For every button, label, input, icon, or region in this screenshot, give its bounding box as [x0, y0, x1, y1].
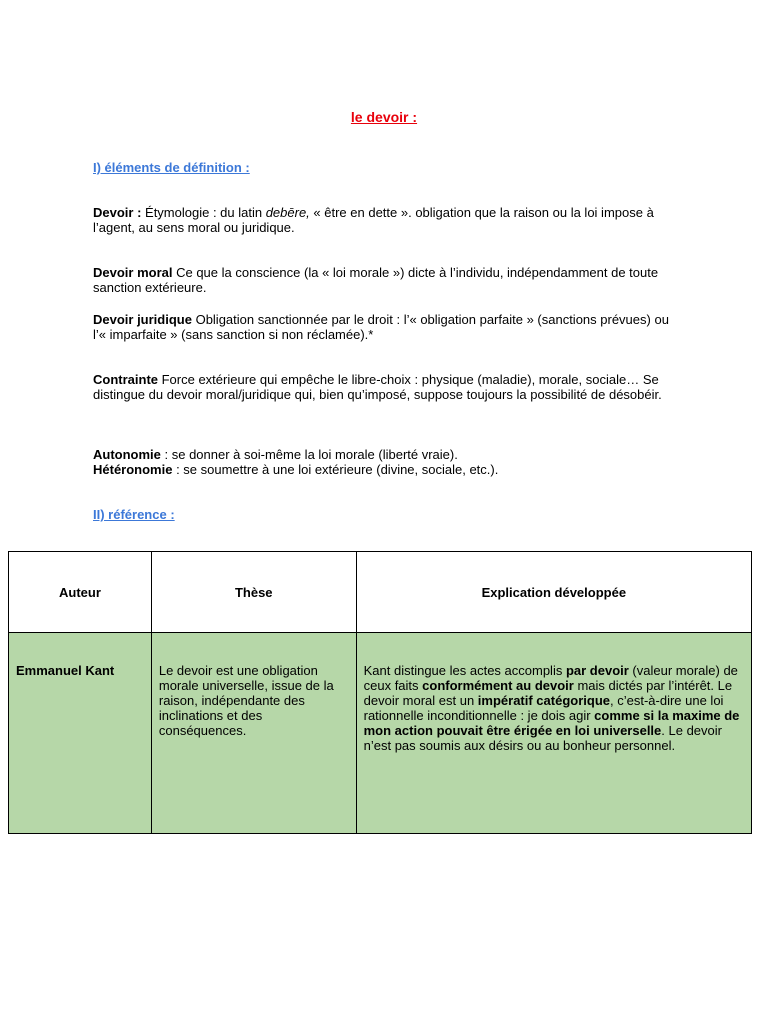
definition-autonomie [93, 447, 683, 477]
section-heading-definitions: I) éléments de définition : [93, 160, 250, 175]
explication-bold: impératif catégorique [477, 693, 610, 708]
explication-text: Kant distingue les actes accomplis [363, 663, 566, 678]
explication-text: (valeur morale) de ceux faits [363, 663, 738, 693]
explication-bold: conformément au devoir [422, 678, 574, 693]
term-devoir-moral: Devoir moral [93, 265, 173, 280]
definition-text: « être en dette ». obligation que la raison ou la loi impose à l’agent, au sens moral ou juridique. [93, 205, 654, 235]
term-devoir-juridique: Devoir juridique [93, 312, 192, 327]
table-row [9, 633, 752, 834]
latin-word: debēre, [265, 205, 310, 220]
definition-text: Obligation sanctionnée par le droit : l’« obligation parfaite » (sanctions prévues) ou l’« imparfaite » (sans sanction si non réclamée).* [93, 312, 669, 342]
cell-these: Le devoir est une obligation morale universelle, issue de la raison, indépendante des inclinations et des conséquences. [151, 633, 356, 834]
definition-text: : se donner à soi-même la loi morale (liberté vraie). [160, 447, 458, 462]
term-devoir: Devoir : [93, 205, 142, 220]
definition-text: : se soumettre à une loi extérieure (divine, sociale, etc.). [172, 462, 499, 477]
definition-contrainte [93, 372, 683, 402]
column-header-these: Thèse [151, 552, 356, 633]
term-contrainte: Contrainte [93, 372, 158, 387]
definition-devoir-juridique [93, 312, 683, 342]
explication-text: , c’est-à-dire une loi rationnelle inconditionnelle : je dois agir [363, 693, 724, 723]
page-title: le devoir : [350, 109, 418, 125]
explication-text: mais dictés par l’intérêt. Le devoir moral est un [363, 678, 733, 708]
definition-text: Force extérieure qui empêche le libre-choix : physique (maladie), morale, sociale… Se distingue du devoir moral/juridique qui, bien qu’imposé, suppose toujours la possibilité de désobéir. [93, 372, 662, 402]
definition-text: Étymologie : du latin [141, 205, 266, 220]
term-heteronomie: Hétéronomie [93, 462, 173, 477]
definition-devoir-moral [93, 265, 683, 295]
explication-bold: par devoir [565, 663, 629, 678]
term-autonomie: Autonomie [93, 447, 161, 462]
section-heading-reference: II) référence : [93, 507, 175, 522]
cell-author: Emmanuel Kant [9, 633, 152, 834]
explication-bold: comme si la maxime de mon action pouvait être érigée en loi universelle [363, 708, 740, 738]
column-header-explication: Explication développée [356, 552, 751, 633]
definition-text: Ce que la conscience (la « loi morale ») dicte à l’individu, indépendamment de toute sanction extérieure. [93, 265, 659, 295]
table-header-row [9, 552, 752, 633]
explication-text: . Le devoir n’est pas soumis aux désirs ou au bonheur personnel. [363, 723, 722, 753]
definition-devoir [93, 205, 683, 235]
cell-explication [356, 633, 751, 834]
column-header-auteur: Auteur [9, 552, 152, 633]
reference-table [8, 551, 752, 834]
